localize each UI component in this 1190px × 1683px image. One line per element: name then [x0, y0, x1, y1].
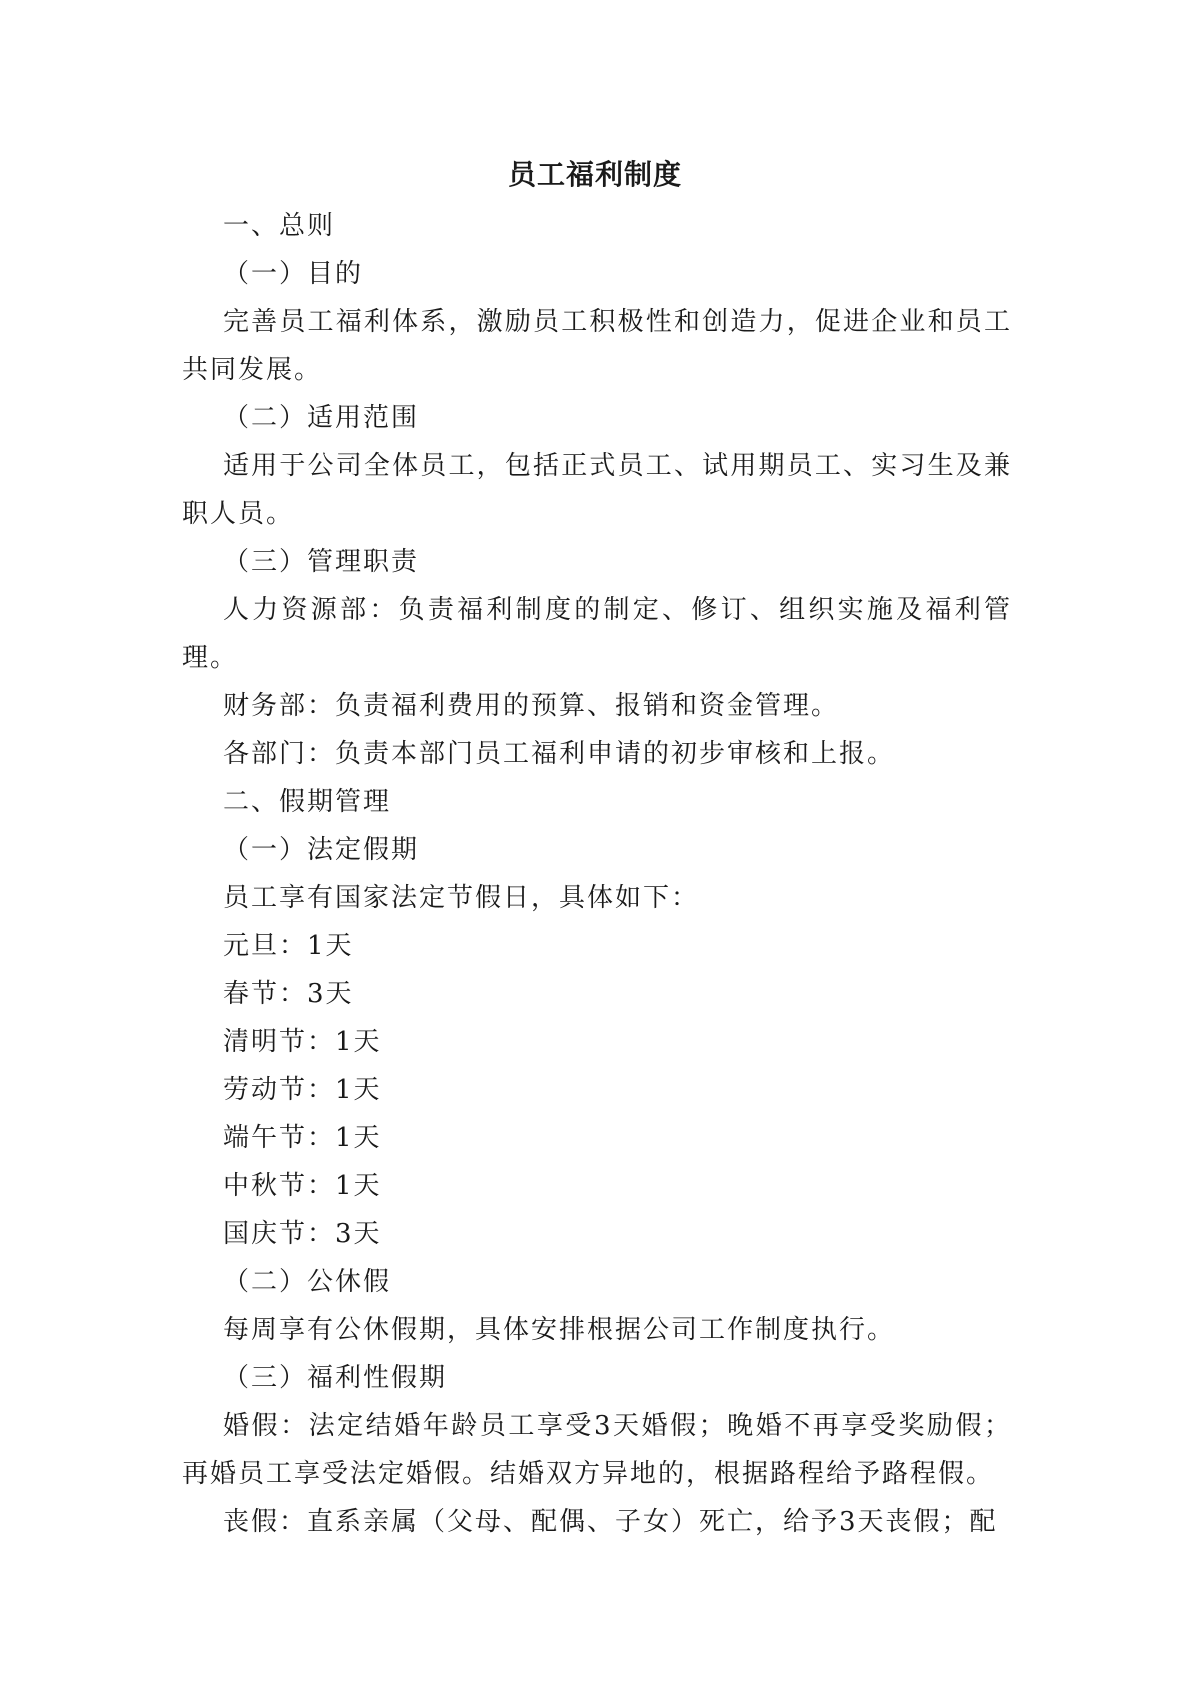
paragraph-weekly-rest: 每周享有公休假期，具体安排根据公司工作制度执行。 — [223, 1315, 896, 1345]
paragraph-departments-responsibility: 各部门：负责本部门员工福利申请的初步审核和上报。 — [223, 739, 896, 769]
section-heading-leave: 二、假期管理 — [223, 787, 392, 817]
list-item: 端午节：1天 — [223, 1123, 382, 1153]
list-item: 中秋节：1天 — [223, 1171, 382, 1201]
paragraph-purpose: 完善员工福利体系，激励员工积极性和创造力，促进企业和员工共同发展。 — [182, 307, 1012, 385]
paragraph-holidays-intro: 员工享有国家法定节假日，具体如下： — [223, 883, 700, 913]
list-item: 春节：3天 — [223, 979, 354, 1009]
subheading-responsibilities: （三）管理职责 — [223, 547, 420, 577]
list-item: 清明节：1天 — [223, 1027, 382, 1057]
subheading-purpose: （一）目的 — [223, 259, 364, 289]
list-item: 劳动节：1天 — [223, 1075, 382, 1105]
subheading-welfare-leave: （三）福利性假期 — [223, 1363, 448, 1393]
paragraph-scope: 适用于公司全体员工，包括正式员工、试用期员工、实习生及兼职人员。 — [182, 451, 1012, 529]
subheading-weekly-rest: （二）公休假 — [223, 1267, 392, 1297]
subheading-statutory-holidays: （一）法定假期 — [223, 835, 420, 865]
list-item: 元旦：1天 — [223, 931, 354, 961]
paragraph-hr-responsibility: 人力资源部：负责福利制度的制定、修订、组织实施及福利管理。 — [182, 595, 1012, 673]
subheading-scope: （二）适用范围 — [223, 403, 420, 433]
section-heading-general: 一、总则 — [223, 211, 336, 241]
document-body — [182, 202, 1012, 1546]
paragraph-finance-responsibility: 财务部：负责福利费用的预算、报销和资金管理。 — [223, 691, 840, 721]
paragraph-marriage-leave: 婚假：法定结婚年龄员工享受3天婚假；晚婚不再享受奖励假；再婚员工享受法定婚假。结婚双方异地的，根据路程给予路程假。 — [182, 1411, 1012, 1489]
paragraph-bereavement-leave: 丧假：直系亲属（父母、配偶、子女）死亡，给予3天丧假；配 — [223, 1507, 998, 1537]
document-title: 员工福利制度 — [507, 158, 682, 191]
list-item: 国庆节：3天 — [223, 1219, 382, 1249]
